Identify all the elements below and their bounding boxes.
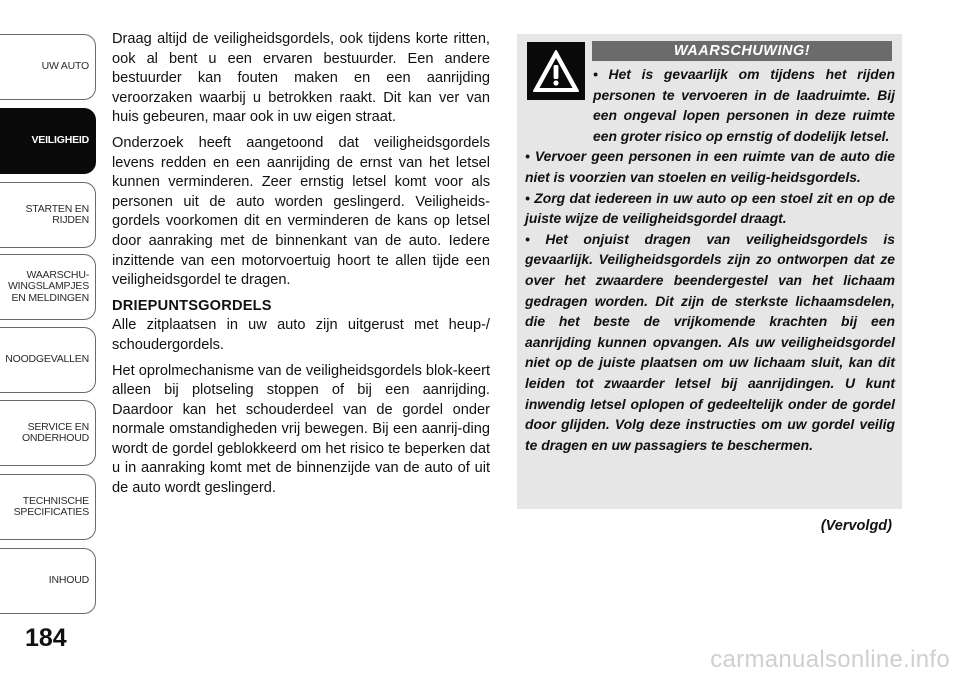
paragraph: Draag altijd de veiligheidsgordels, ook tijdens korte ritten, ook al bent u een ervaren bestuurder. Een andere bestuurder kan fouten maken en een aanrijding veroorzaken waarbij u betrokken raakt. Dit kan ver van huis gebeuren, maar ook in uw eigen straat. xyxy=(112,31,490,126)
paragraph: Het oprolmechanisme van de veiligheidsgordels blok-keert alleen bij plotseling stoppen of bij een aanrijding. Daardoor kan het schouderdeel van de gordel onder normale omstandigheden vrij bewegen. Bij een aanrij-ding wordt de gordel geblokkeerd om het risico te beperken dat u in aanraking komt met de binnenzijde van de auto of uit de auto wordt geslingerd. xyxy=(112,362,491,497)
warning-title: WAARSCHUWING! xyxy=(592,41,892,61)
tab-label: TECHNISCHE SPECIFICATIES xyxy=(13,494,89,518)
tab-technische-specificaties[interactable] xyxy=(0,474,96,540)
section-heading: DRIEPUNTSGORDELS xyxy=(112,297,272,314)
body-text-column xyxy=(112,30,490,505)
tab-label: VEILIGHEID xyxy=(31,134,89,147)
warning-item: • Zorg dat iedereen in uw auto op een stoel zit en op de juiste wijze de veiligheidsgordel draagt. xyxy=(525,189,895,227)
warning-body xyxy=(525,64,895,455)
watermark: carmanualsonline.info xyxy=(710,646,950,673)
tab-service-en-onderhoud[interactable] xyxy=(0,400,96,466)
tab-noodgevallen[interactable] xyxy=(0,327,96,393)
tab-label: STARTEN EN RIJDEN xyxy=(25,202,89,226)
tab-label: INHOUD xyxy=(48,574,89,587)
page-number: 184 xyxy=(25,624,67,652)
warning-item: • Vervoer geen personen in een ruimte van de auto die niet is voorzien van stoelen en veilig-heidsgordels. xyxy=(525,148,895,185)
tab-starten-en-rijden[interactable] xyxy=(0,182,96,248)
tab-inhoud[interactable] xyxy=(0,548,96,614)
tab-veiligheid[interactable] xyxy=(0,108,96,174)
warning-item: • Het onjuist dragen van veiligheidsgordels is gevaarlijk. Veiligheidsgordels zijn zo ontworpen dat ze over het zwaardere beendergestel van het lichaam gedragen worden. Dit zijn de sterkste lichaamsdelen, die het beste de vrijkomende krachten bij een aanrijding kunnen opvangen. Als uw veiligheidsgordel niet op de juiste plaatsen om uw lichaam sluit, kan dit leiden tot zwaarder letsel bij aanrijdingen. U kunt inwendig letsel oplopen of gedeeltelijk onder de gordel door glijden. Volg deze instructies om uw gordel veilig te dragen en uw passagiers te beschermen. xyxy=(525,230,895,453)
tab-waarschuwingslampjes[interactable] xyxy=(0,254,96,320)
tab-label: NOODGEVALLEN xyxy=(5,353,89,366)
continued-label: (Vervolgd) xyxy=(820,518,892,534)
warning-item: • Het is gevaarlijk om tijdens het rijden personen te vervoeren in de laadruimte. Bij een ongeval lopen personen in deze ruimte een groter risico op ernstig of dodelijk letsel. xyxy=(593,66,895,144)
paragraph: Onderzoek heeft aangetoond dat veiligheidsgordels levens redden en een aanrijding de ernst van het letsel kunnen verminderen. Zeer ernstig letsel komt voor als personen uit de auto worden geslingerd. Veiligheids-gordels voorkomen dit en verminderen de kans op letsel door aanraking met de binnenkant van de auto. Iedere inzittende van een motorvoertuig hoort te allen tijde een veiligheidsgordel te dragen. xyxy=(112,134,490,289)
tab-label: WAARSCHU- WINGSLAMPJES EN MELDINGEN xyxy=(7,268,89,304)
tab-label: UW AUTO xyxy=(41,60,89,73)
warning-box xyxy=(517,34,902,509)
tab-uw-auto[interactable] xyxy=(0,34,96,100)
paragraph: Alle zitplaatsen in uw auto zijn uitgerust met heup-/ schoudergordels. xyxy=(112,317,490,353)
tab-label: SERVICE EN ONDERHOUD xyxy=(21,420,89,444)
